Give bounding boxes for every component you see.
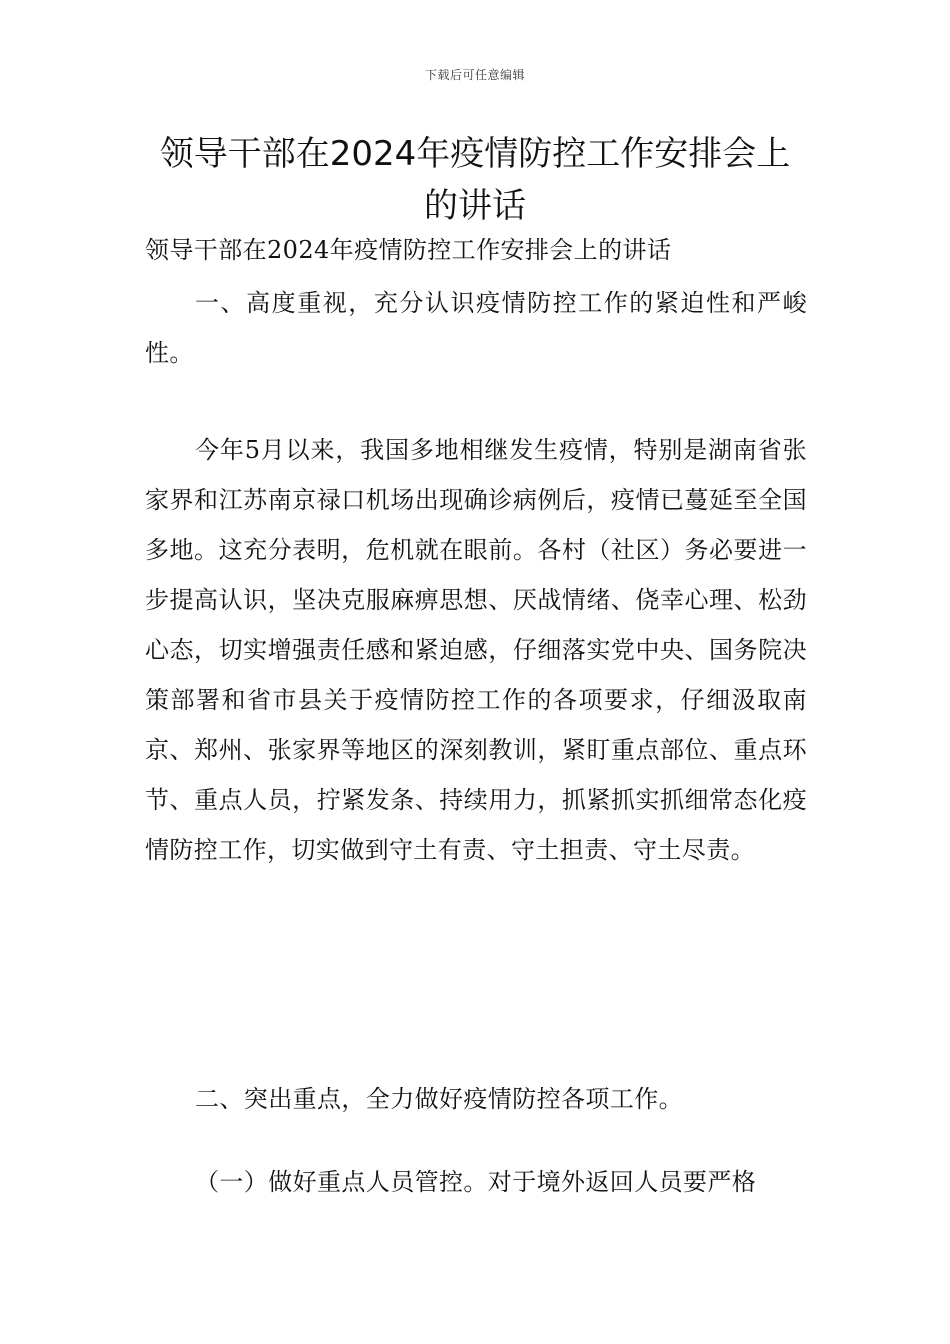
subsection-1-start: （一）做好重点人员管控。对于境外返回人员要严格: [195, 1168, 757, 1196]
section-1-heading: 一、高度重视，充分认识疫情防控工作的紧迫性和严峻性。: [145, 289, 807, 367]
section-2-heading: 二、突出重点，全力做好疫情防控各项工作。: [195, 1085, 683, 1113]
document-title: 领导干部在2024年疫情防控工作安排会上的讲话: [159, 134, 791, 226]
document-subtitle: 领导干部在2024年疫情防控工作安排会上的讲话: [145, 236, 672, 264]
paragraph-1: 今年5月以来，我国多地相继发生疫情，特别是湖南省张家界和江苏南京禄口机场出现确诊病例后，疫情已蔓延至全国多地。这充分表明，危机就在眼前。各村（社区）务必要进一步提高认识，坚决克服麻痹思想、厌战情绪、侥幸心理、松劲心态，切实增强责任感和紧迫感，仔细落实党中央、国务院决策部署和省市县关于疫情防控工作的各项要求，仔细汲取南京、郑州、张家界等地区的深刻教训，紧盯重点部位、重点环节、重点人员，拧紧发条、持续用力，抓紧抓实抓细常态化疫情防控工作，切实做到守土有责、守土担责、守土尽责。: [145, 436, 807, 864]
header-note: 下载后可任意编辑: [424, 68, 525, 82]
